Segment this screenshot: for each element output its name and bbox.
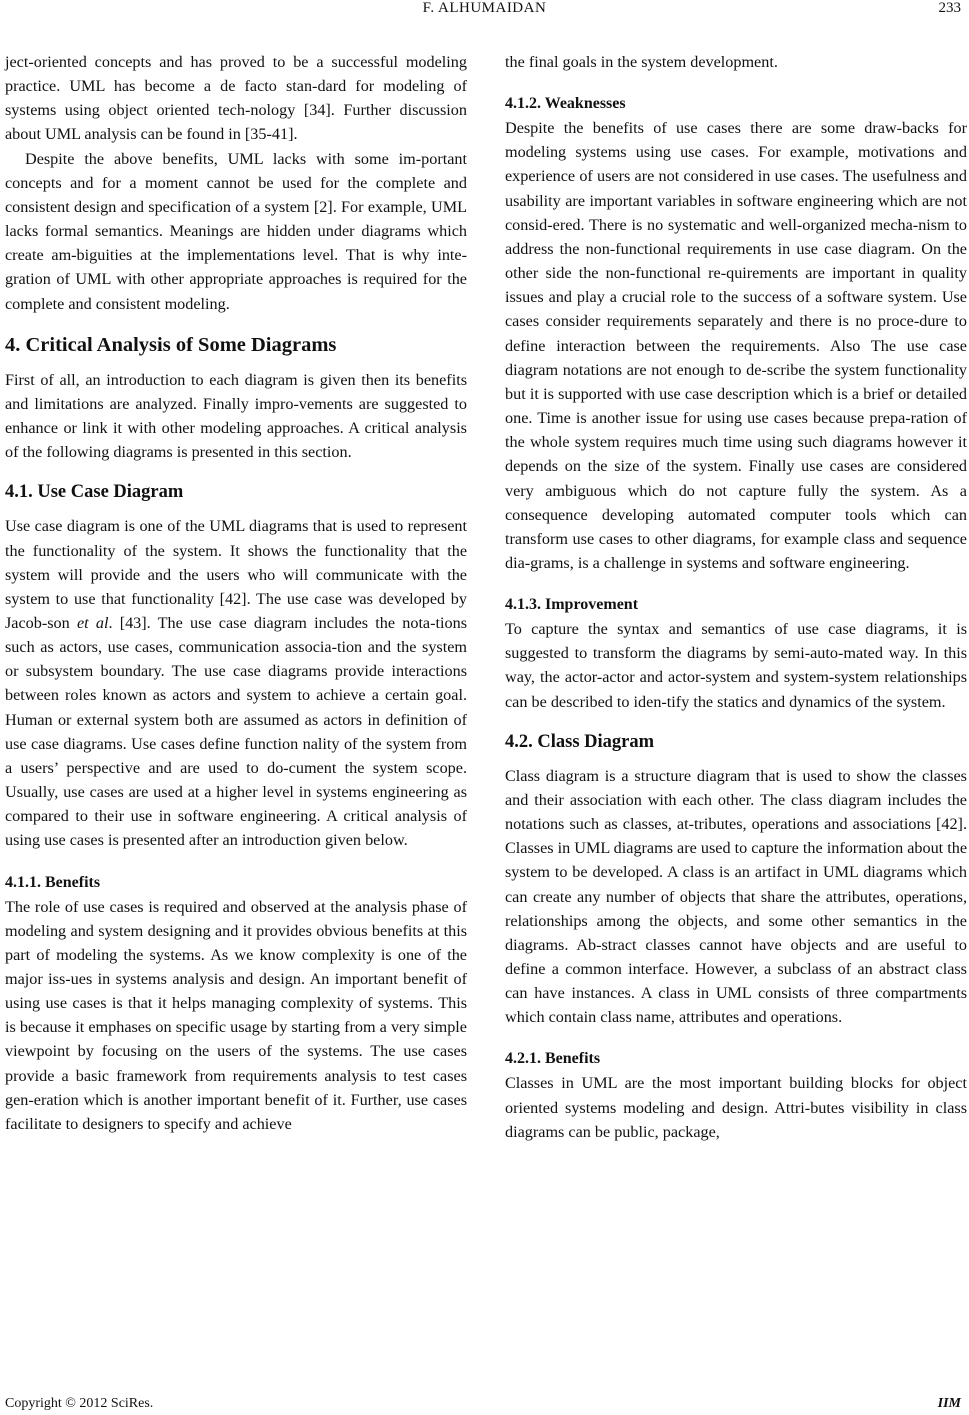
paragraph-uml-limitations: Despite the above benefits, UML lacks with some im-portant concepts and for a moment cannot be used for the complete and consistent design and specification of a system [2]. For example, UML lacks formal semantics. Meanings are hidden under diagrams which create am-biguities at the implementations level. That is why inte-gration of UML with other appropriate approaches is required for the complete and consistent modeling. <box>5 149 467 313</box>
section-4-1-1-heading: 4.1.1. Benefits <box>5 873 101 891</box>
section-4-1-1-text: The role of use cases is required and observed at the analysis phase of modeling and system designing and it provides obvious benefits at this part of modeling the systems. As we know complexity is one of the major iss-ues in systems analysis and design. An important benefit of using use cases is that it helps managing complexity of systems. This is because it emphases on specific usage by starting from a very simple viewpoint by focusing on the users of the systems. The use cases provide a basic framework from requirements analysis to test cases gen-eration which is another important benefit of it. Further, use cases facilitate to designers to specify and achieve <box>5 897 467 1133</box>
section-4-heading: 4. Critical Analysis of Some Diagrams <box>5 333 337 356</box>
section-4-1-2-text: Despite the benefits of use cases there are some draw-backs for modeling systems using use cases. For example, motivations and experience of users are not considered in use cases. The usefulness and usability are important variables in software engineering which are not consid-ered. There is no systematic and well-organized mecha-nism to address the non-functional requirements in use case diagram. On the other side the non-functional re-quirements are important in quality issues and play a crucial role to the success of a software system. Use cases consider requirements separately and there is no proce-dure to define interaction between the requirements. Also The use case diagram notations are not enough to de-scribe the system functionality but it is supported with use case description which is a brief or detailed one. Time is another issue for using use cases because prepa-ration of the whole system requires much time using such diagrams however it depends on the size of the system. Finally use cases are considered very ambiguous which do not capture fully the system. As a consequence developing automated computer tools which can transform use cases to other diagrams, for example class and sequence dia-grams, is a challenge in systems and software engineering. <box>505 119 967 572</box>
section-4-1-text-b: . [43]. The use case diagram includes the nota-tions such as actors, use cases, communication associa-tion and the system or subsystem boundary. The use case diagrams provide interactions between roles known as actors and system to achieve a certain goal. Human or external system both are assumed as actors in definition of use case diagrams. Use cases define function nality of the system from a users’ perspective and are used to do-cument the system scope. Usually, use cases are used at a higher level in systems engineering as compared to their use in software engineering. A critical analysis of using use cases is presented after an introduction given below. <box>5 613 467 850</box>
section-4-1-3-heading: 4.1.3. Improvement <box>505 596 639 614</box>
page-number: 233 <box>938 0 961 16</box>
left-column <box>5 50 467 1136</box>
copyright-footer: Copyright © 2012 SciRes. <box>5 1396 154 1411</box>
section-4-2-text: Class diagram is a structure diagram that is used to show the classes and their association with each other. The class diagram includes the notations such as classes, at-tributes, operations and associations [42]. Classes in UML diagrams are used to capture the information about the system to be developed. A class is an artifact in UML diagrams which can create any number of objects that share the attributes, operations, relationships among the objects, and some other semantics in the diagrams. Ab-stract classes cannot have objects and are useful to define a common interface. However, a subclass of an abstract class can have instances. A class in UML consists of three compartments which contain class name, attributes and operations. <box>505 766 967 1027</box>
section-4-1-text <box>5 514 467 852</box>
running-header-author: F. ALHUMAIDAN <box>422 0 547 16</box>
paragraph-uml-success: ject-oriented concepts and has proved to be a successful modeling practice. UML has become a de facto stan-dard for modeling of systems using object oriented tech-nology [34]. Further discussion about UML analysis can be found in [35-41]. <box>5 53 467 144</box>
right-column <box>505 50 967 1144</box>
et-al-italic: et al <box>76 613 109 632</box>
section-4-2-1-heading: 4.2.1. Benefits <box>505 1050 601 1068</box>
section-4-1-text-a: Use case diagram is one of the UML diagrams that is used to represent the functionality of the system. It shows the functionality that the system will provide and the users who will communicate with the system to use that functionality [42]. The use case was developed by Jacob-son <box>5 517 467 632</box>
section-4-2-heading: 4.2. Class Diagram <box>505 731 655 752</box>
paragraph-final-goals: the final goals in the system development. <box>505 53 778 71</box>
section-4-2-1-text: Classes in UML are the most important building blocks for object oriented systems modeling and design. Attri-butes visibility in class diagrams can be public, package, <box>505 1074 967 1141</box>
section-4-1-3-text: To capture the syntax and semantics of use case diagrams, it is suggested to transform the diagrams by semi-auto-mated way. In this way, the actor-actor and actor-system and system-system relationships can be described to iden-tify the statics and dynamics of the system. <box>505 620 967 711</box>
section-4-1-2-heading: 4.1.2. Weaknesses <box>505 95 626 113</box>
section-4-1-heading: 4.1. Use Case Diagram <box>5 482 184 503</box>
journal-abbreviation: IIM <box>937 1396 961 1411</box>
section-4-intro: First of all, an introduction to each diagram is given then its benefits and limitations are analyzed. Finally impro-vements are suggested to enhance or link it with other modeling approaches. A critical analysis of the following diagrams is presented in this section. <box>5 370 467 462</box>
